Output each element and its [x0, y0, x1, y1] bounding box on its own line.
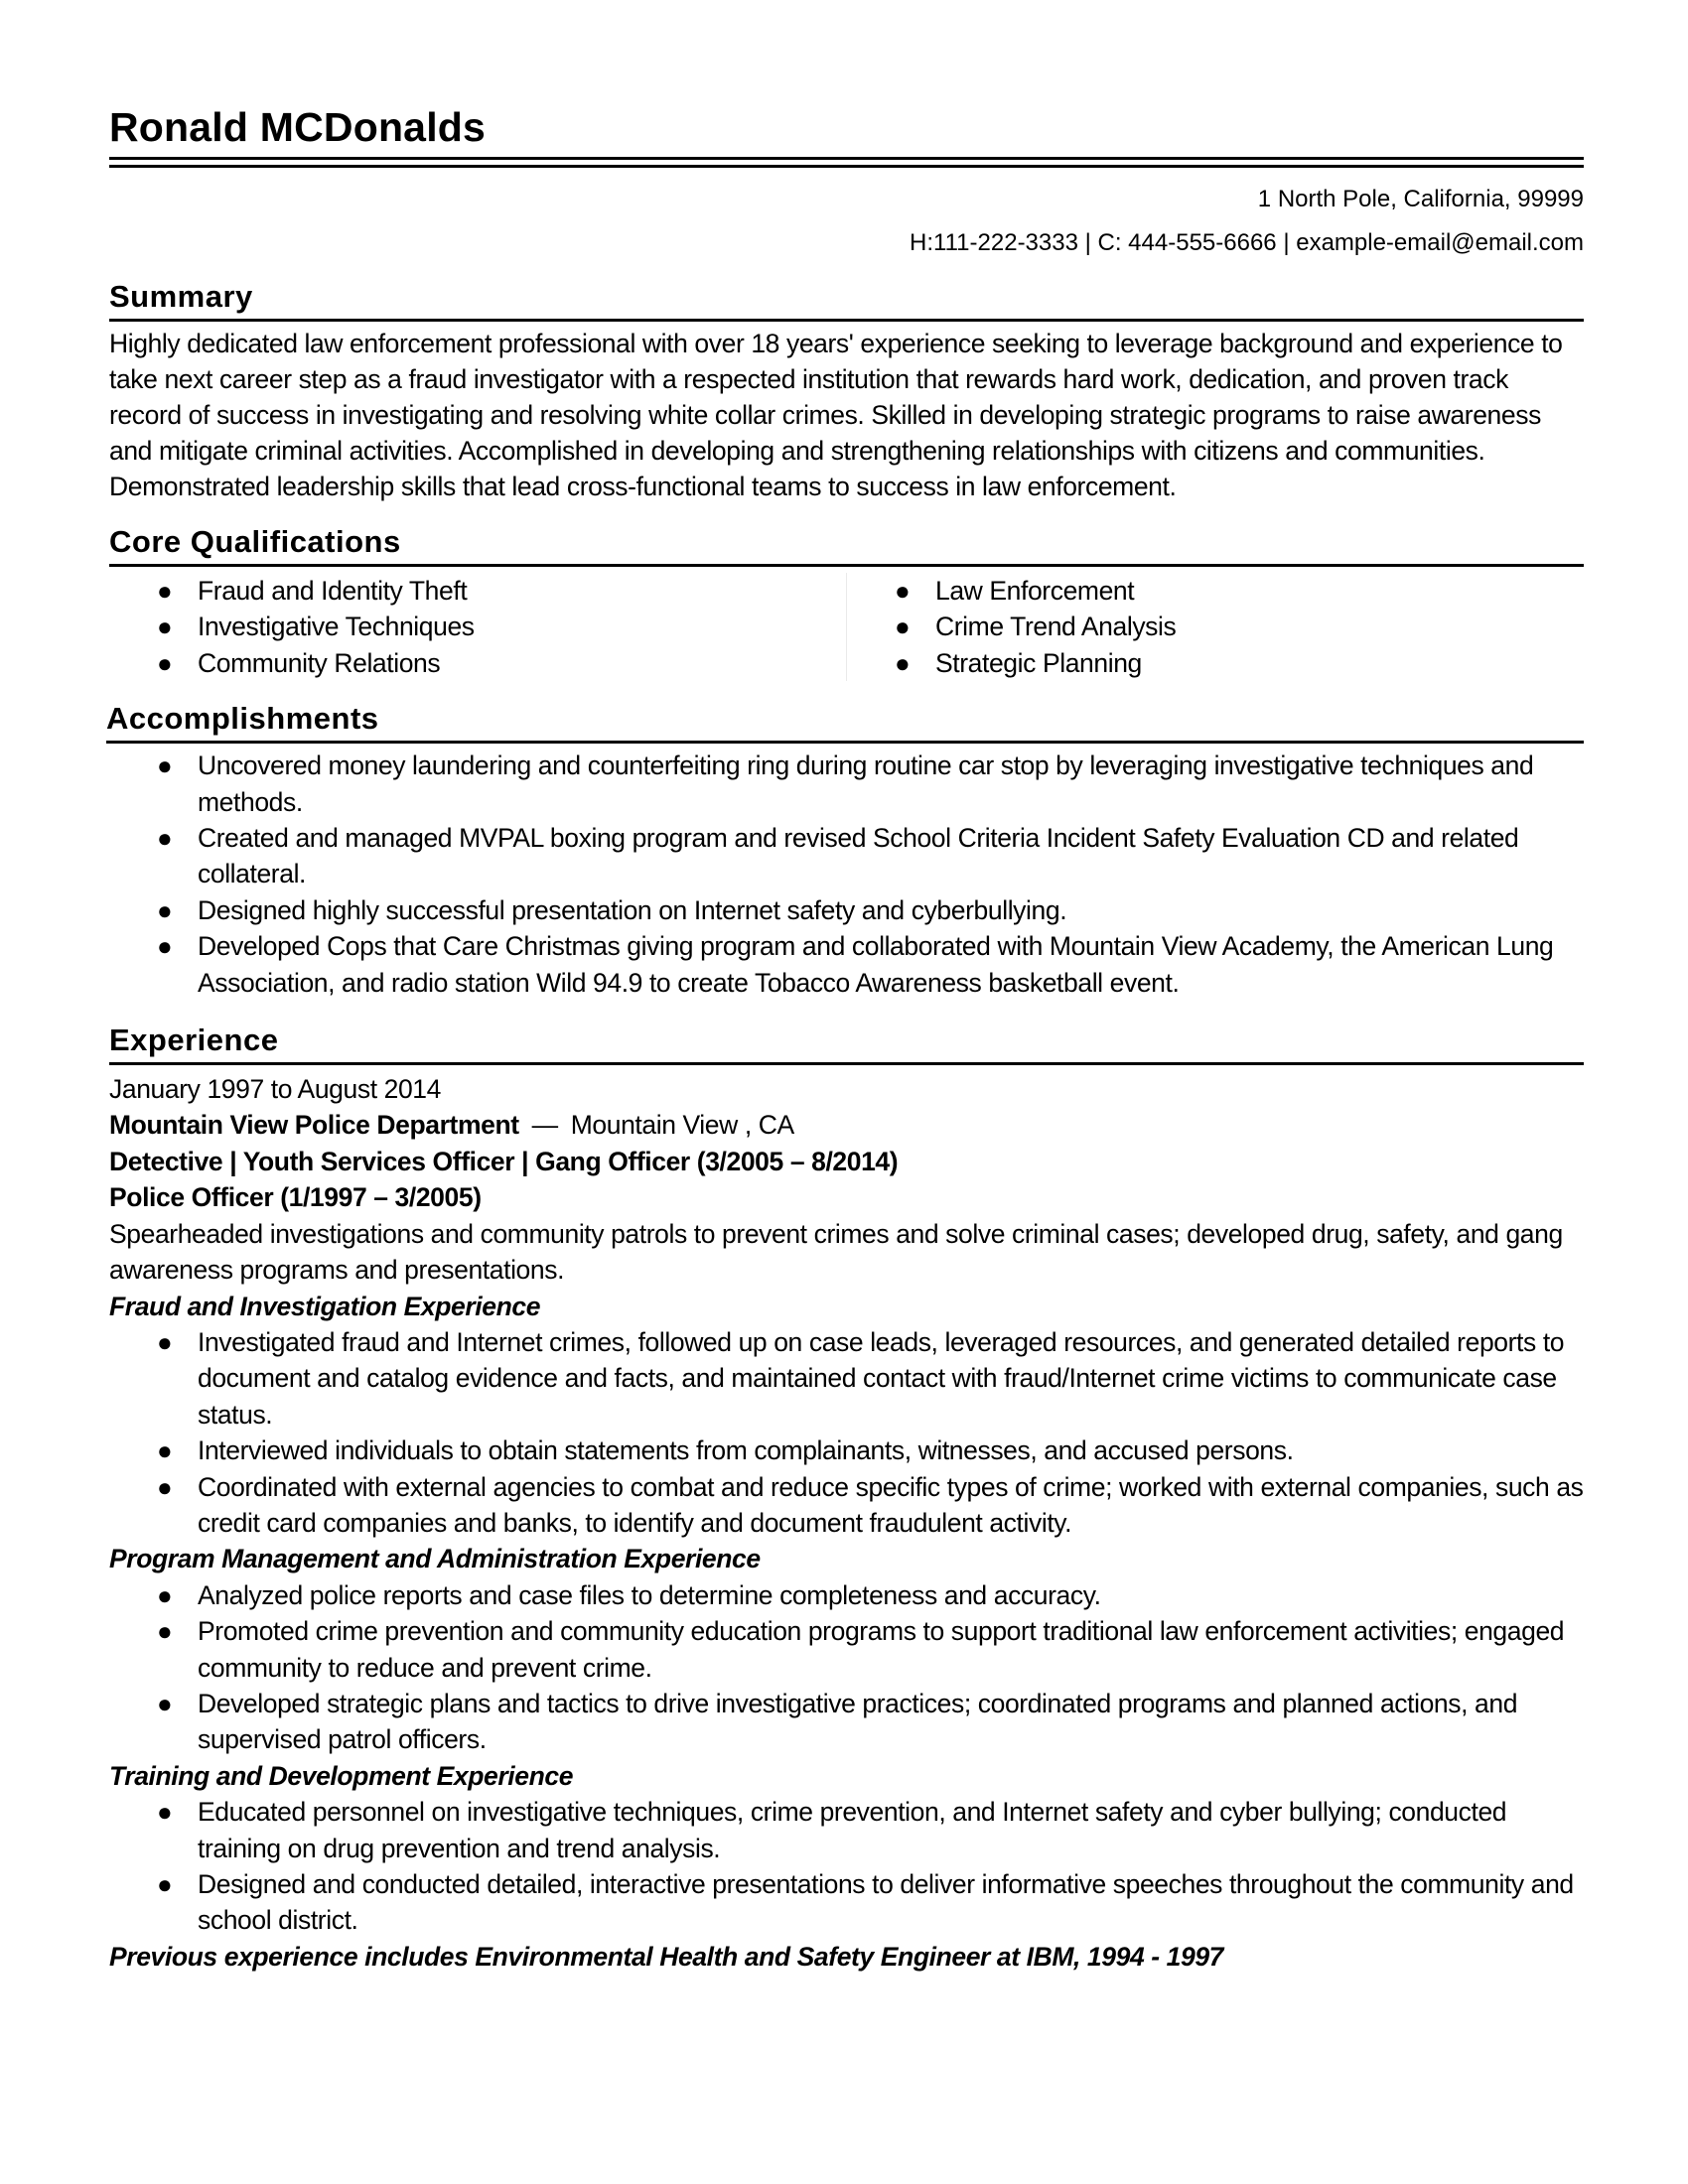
- phone-email: H:111-222-3333 | C: 444-555-6666 | example-email@email.com: [910, 229, 1584, 256]
- bullet-icon: ●: [895, 647, 911, 678]
- job-dates: January 1997 to August 2014: [109, 1074, 441, 1105]
- list-item: ● Designed and conducted detailed, interactive presentations to deliver informative speeches throughout the community and school district.: [109, 1866, 1584, 1939]
- list-item: ● Created and managed MVPAL boxing program and revised School Criteria Incident Safety Evaluation CD and related collateral.: [109, 820, 1584, 892]
- header-divider: [109, 157, 1584, 168]
- bullet-icon: ●: [895, 612, 911, 642]
- resume-page: [106, 99, 1584, 1975]
- accomplishments-section: [106, 699, 1584, 1001]
- list-item: ● Analyzed police reports and case files to determine completeness and accuracy.: [109, 1577, 1584, 1613]
- bullet-icon: ●: [157, 576, 173, 606]
- bullet-icon: ●: [157, 894, 173, 925]
- qualifications-columns: [109, 573, 1584, 681]
- list-item: ● Law Enforcement: [847, 573, 1584, 609]
- address: 1 North Pole, California, 99999: [1257, 186, 1584, 212]
- bullet-icon: ●: [157, 1797, 173, 1828]
- bullet-icon: ●: [157, 1688, 173, 1718]
- job-title-previous: Police Officer (1/1997 – 3/2005): [109, 1182, 482, 1213]
- list-item: ● Educated personnel on investigative techniques, crime prevention, and Internet safety and cyber bullying; conducted training on drug prevention and trend analysis.: [109, 1794, 1584, 1866]
- bullet-icon: ●: [157, 1579, 173, 1610]
- list-item: ● Investigated fraud and Internet crimes, followed up on case leads, leveraged resources, and generated detailed reports to document and catalog evidence and facts, and maintained contact with fraud/Internet crime victims to communicate case status.: [109, 1324, 1584, 1433]
- previous-experience-note: Previous experience includes Environmental Health and Safety Engineer at IBM, 1994 - 1997: [109, 1941, 1223, 1972]
- job-location: Mountain View , CA: [570, 1110, 794, 1141]
- list-item: ● Community Relations: [109, 645, 846, 681]
- list-item: ● Strategic Planning: [847, 645, 1584, 681]
- candidate-name: Ronald MCDonalds: [109, 104, 487, 150]
- job-description: Spearheaded investigations and community patrols to prevent crimes and solve criminal cases; developed drug, safety, and gang awareness programs and presentations.: [109, 1218, 1563, 1286]
- list-item: ● Promoted crime prevention and community education programs to support traditional law enforcement activities; engaged community to reduce and prevent crime.: [109, 1613, 1584, 1686]
- program-management-heading: Program Management and Administration Experience: [109, 1544, 761, 1574]
- summary-heading: Summary: [109, 277, 1584, 322]
- list-item: ● Crime Trend Analysis: [847, 609, 1584, 644]
- list-item: ● Interviewed individuals to obtain statements from complainants, witnesses, and accused persons.: [109, 1433, 1584, 1468]
- bullet-icon: ●: [157, 1326, 173, 1357]
- employer-name: Mountain View Police Department: [109, 1110, 519, 1141]
- bullet-icon: ●: [157, 647, 173, 678]
- bullet-icon: ●: [157, 751, 173, 781]
- bullet-icon: ●: [157, 1435, 173, 1466]
- bullet-icon: ●: [157, 612, 173, 642]
- bullet-icon: ●: [157, 931, 173, 962]
- accomplishments-heading: Accomplishments: [106, 699, 1584, 744]
- separator-dash: —: [531, 1110, 558, 1141]
- bullet-icon: ●: [895, 576, 911, 606]
- training-development-heading: Training and Development Experience: [109, 1760, 574, 1791]
- bullet-icon: ●: [157, 1471, 173, 1502]
- qualifications-section: [109, 522, 1584, 681]
- experience-heading: Experience: [109, 1021, 1584, 1065]
- bullet-icon: ●: [157, 1616, 173, 1647]
- summary-section: [109, 277, 1584, 504]
- job-employer-line: [109, 1107, 1584, 1143]
- list-item: ● Developed strategic plans and tactics to drive investigative practices; coordinated programs and planned actions, and supervised patrol officers.: [109, 1686, 1584, 1758]
- summary-text: Highly dedicated law enforcement professional with over 18 years' experience seeking to leverage background and experience to take next career step as a fraud investigator with a respected institution that rewards hard work, dedication, and proven track record of success in investigating and resolving white collar crimes. Skilled in developing strategic programs to raise awareness and mitigate criminal activities. Accomplished in developing and strengthening relationships with citizens and communities. Demonstrated leadership skills that lead cross-functional teams to success in law enforcement.: [109, 329, 1563, 501]
- list-item: ● Coordinated with external agencies to combat and reduce specific types of crime; worked with external companies, such as credit card companies and banks, to identify and document fraudulent activity.: [109, 1469, 1584, 1542]
- experience-section: [109, 1021, 1584, 1975]
- list-item: ● Uncovered money laundering and counterfeiting ring during routine car stop by leveraging investigative techniques and methods.: [109, 748, 1584, 820]
- qualifications-left-column: [109, 573, 847, 681]
- fraud-investigation-heading: Fraud and Investigation Experience: [109, 1291, 541, 1321]
- bullet-icon: ●: [157, 1869, 173, 1899]
- qualifications-heading: Core Qualifications: [109, 522, 1584, 567]
- list-item: ● Fraud and Identity Theft: [109, 573, 846, 609]
- job-title-current: Detective | Youth Services Officer | Gang Officer (3/2005 – 8/2014): [109, 1146, 899, 1176]
- list-item: ● Developed Cops that Care Christmas giving program and collaborated with Mountain View Academy, the American Lung Association, and radio station Wild 94.9 to create Tobacco Awareness basketball event.: [109, 928, 1584, 1001]
- qualifications-right-column: [847, 573, 1584, 681]
- list-item: ● Investigative Techniques: [109, 609, 846, 644]
- bullet-icon: ●: [157, 823, 173, 854]
- list-item: ● Designed highly successful presentation on Internet safety and cyberbullying.: [109, 892, 1584, 928]
